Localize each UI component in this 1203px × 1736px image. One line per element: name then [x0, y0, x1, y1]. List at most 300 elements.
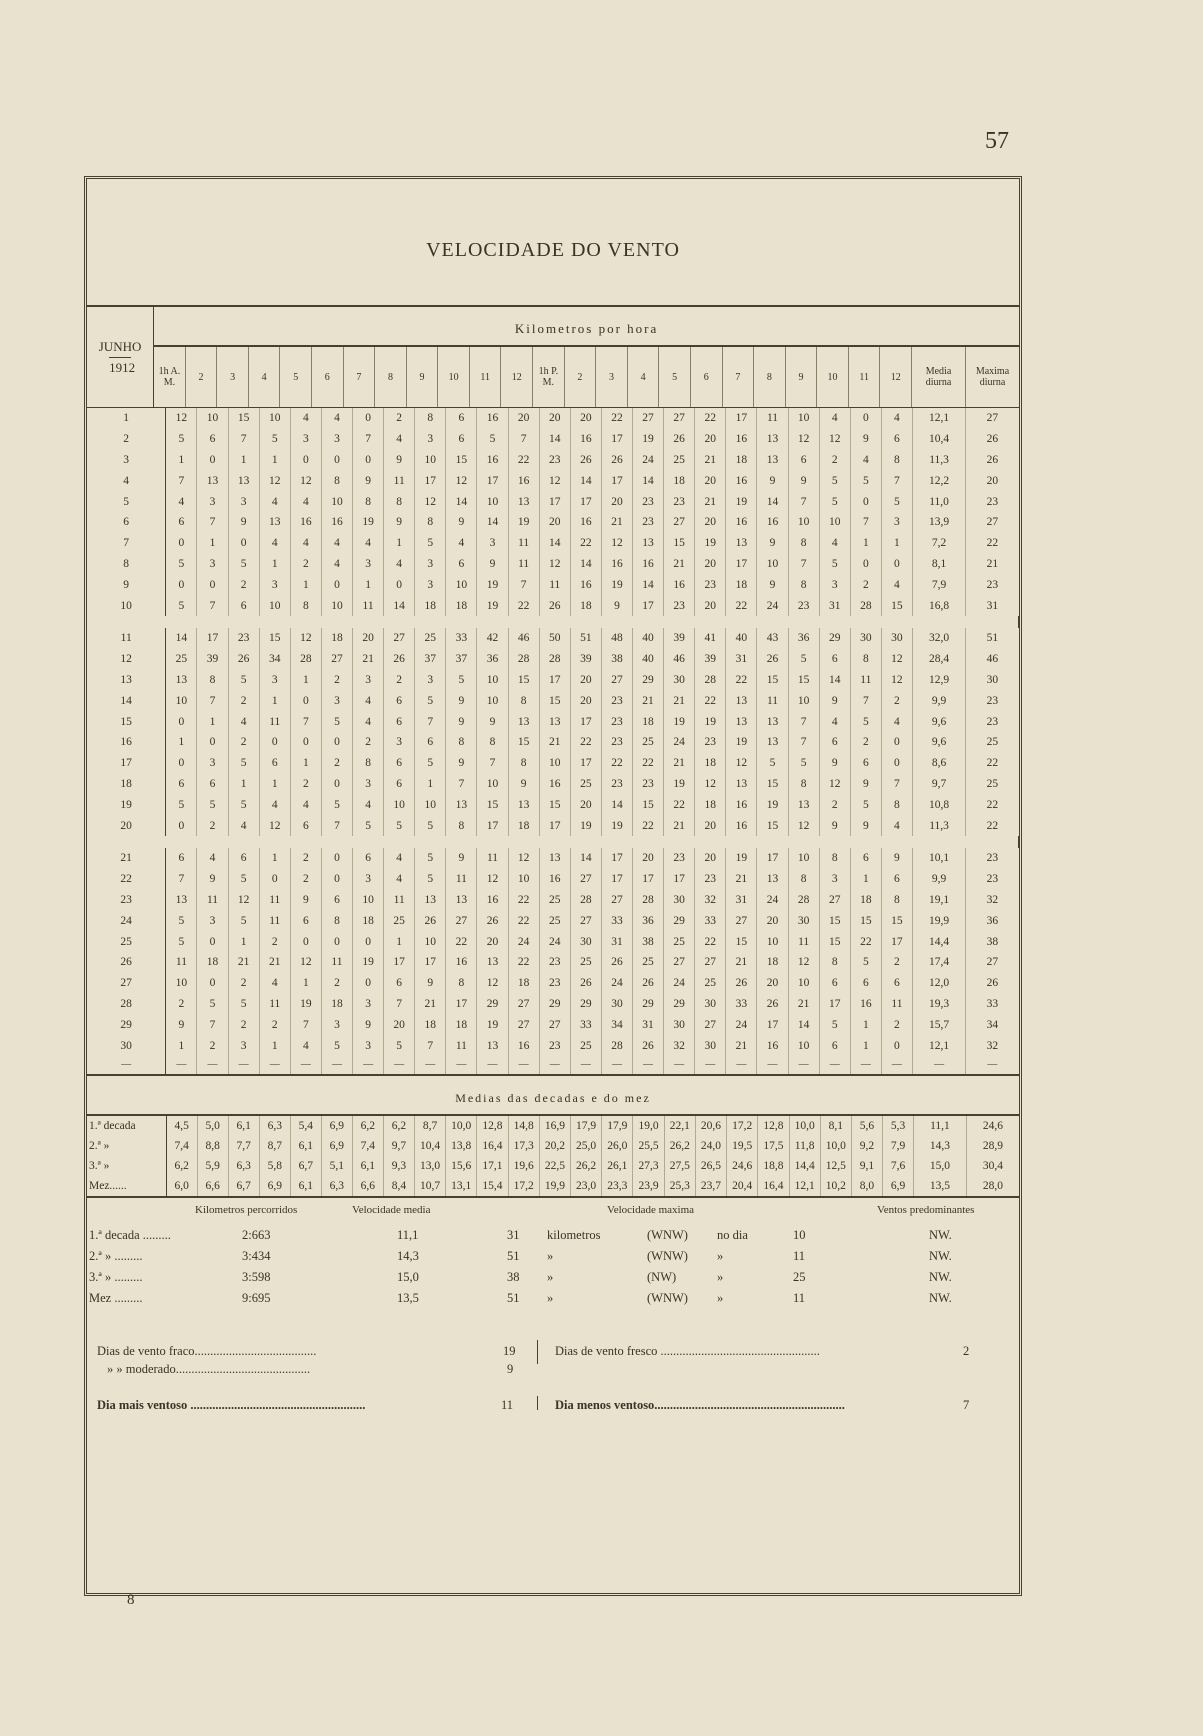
value-cell: 8 [881, 890, 912, 911]
value-cell: 23 [601, 690, 632, 711]
value-cell: 27 [570, 869, 601, 890]
value-cell: 3 [415, 429, 446, 450]
value-cell: 36 [633, 910, 664, 931]
dash-row [87, 1056, 1019, 1074]
value-cell: 7,9 [912, 574, 965, 595]
day-cell: 26 [87, 952, 166, 973]
value-cell: 3 [228, 1035, 259, 1056]
value-cell: 0 [384, 574, 415, 595]
value-cell: 9 [850, 429, 881, 450]
value-cell: 3 [819, 869, 850, 890]
mean-cell: 10,2 [820, 1176, 851, 1196]
value-cell: 8 [788, 774, 819, 795]
value-cell: 4 [166, 491, 197, 512]
value-cell: 19 [508, 512, 539, 533]
value-cell: 8 [477, 732, 508, 753]
value-cell: 43 [757, 628, 788, 649]
value-cell: 22 [986, 798, 999, 811]
mean-cell: 17,3 [508, 1136, 539, 1156]
value-cell: 30 [695, 994, 726, 1015]
summary-km: 3:598 [242, 1269, 271, 1284]
value-cell: 11 [353, 595, 384, 616]
value-cell: 3 [819, 574, 850, 595]
value-cell: 1 [228, 450, 259, 471]
value-cell: 10 [477, 774, 508, 795]
value-cell: 3 [353, 869, 384, 890]
value-cell: 19 [290, 994, 321, 1015]
value-cell: 20 [601, 491, 632, 512]
value-cell: 8 [788, 574, 819, 595]
value-cell: 16 [726, 815, 757, 836]
value-cell: 32 [695, 890, 726, 911]
dash-cell: — [259, 1056, 290, 1074]
value-cell: 11 [757, 408, 788, 429]
table-frame [84, 176, 1022, 1596]
mean-cell: 22,5 [539, 1156, 570, 1176]
value-cell: 22 [695, 408, 726, 429]
value-cell: 17 [726, 408, 757, 429]
table-row [87, 491, 1019, 512]
value-cell: 2 [290, 869, 321, 890]
value-cell: 36 [788, 628, 819, 649]
value-cell: 30 [570, 931, 601, 952]
value-cell: 5 [321, 711, 352, 732]
dia-mais-ventoso-value: 11 [501, 1397, 514, 1412]
value-cell: 23 [539, 450, 570, 471]
value-cell: 19 [695, 533, 726, 554]
value-cell: 12,0 [912, 973, 965, 994]
value-cell: 1 [850, 1014, 881, 1035]
value-cell: 8 [508, 753, 539, 774]
value-cell: 21 [695, 450, 726, 471]
value-cell: 6 [353, 848, 384, 869]
dash-cell: — [415, 1056, 446, 1074]
spacer-row [87, 836, 1019, 848]
value-cell: 1 [384, 533, 415, 554]
value-cell: 8 [353, 753, 384, 774]
value-cell: 27 [508, 1014, 539, 1035]
day-cell: 12 [87, 649, 166, 670]
mean-cell: 6,6 [197, 1176, 228, 1196]
value-cell: 21 [726, 1035, 757, 1056]
value-cell: 23 [664, 595, 695, 616]
value-cell: 5 [415, 690, 446, 711]
table-row [87, 690, 1019, 711]
value-cell: 2 [850, 732, 881, 753]
table-row [87, 450, 1019, 471]
value-cell: 22 [508, 450, 539, 471]
vel-media-header: Velocidade media [352, 1203, 431, 1216]
value-cell: 10 [508, 869, 539, 890]
value-cell: 8 [353, 491, 384, 512]
table-row [87, 848, 1019, 869]
value-cell: 26 [228, 649, 259, 670]
value-cell: 33 [986, 997, 999, 1010]
value-cell: 2 [290, 554, 321, 575]
value-cell: 0 [290, 450, 321, 471]
hour-header: 10 [817, 347, 849, 407]
mean-cell: 26,1 [602, 1156, 633, 1176]
value-cell: 23 [539, 1035, 570, 1056]
dia-mais-ventoso-label: Dia mais ventoso ........................................................ [97, 1397, 366, 1412]
mean-cell: 10,4 [414, 1136, 445, 1156]
hour-header: Media diurna [912, 347, 966, 407]
value-cell: 17 [477, 470, 508, 491]
day-cell: 25 [87, 931, 166, 952]
value-cell: 36 [986, 914, 999, 927]
value-cell: 12 [477, 973, 508, 994]
value-cell: 24 [664, 732, 695, 753]
value-cell: 1 [166, 1035, 197, 1056]
value-cell: 17 [633, 869, 664, 890]
value-cell: 17 [570, 491, 601, 512]
table-row [87, 429, 1019, 450]
page-number: 57 [985, 128, 1009, 154]
value-cell: 4 [819, 408, 850, 429]
dash-cell: — [819, 1056, 850, 1074]
value-cell: 22 [695, 931, 726, 952]
table-row [87, 753, 1019, 774]
value-cell: 4 [321, 554, 352, 575]
value-cell: 13 [757, 869, 788, 890]
value-cell: 0 [353, 408, 384, 429]
table-row [87, 994, 1019, 1015]
value-cell: 6 [166, 512, 197, 533]
hour-header: 5 [659, 347, 691, 407]
value-cell: 20 [633, 848, 664, 869]
mean-cell: 12,1 [789, 1176, 820, 1196]
mean-cell: 15,4 [477, 1176, 508, 1196]
value-cell: 21 [353, 649, 384, 670]
value-cell: 19 [726, 491, 757, 512]
value-cell: 6 [850, 848, 881, 869]
value-cell: 5 [228, 910, 259, 931]
value-cell: 20 [757, 910, 788, 931]
value-cell: 6 [446, 429, 477, 450]
value-cell: 11 [446, 869, 477, 890]
value-cell: 21 [986, 557, 999, 570]
value-cell: 31 [633, 1014, 664, 1035]
value-cell: 10 [321, 491, 352, 512]
value-cell: 23 [986, 694, 999, 707]
value-cell: 9 [508, 774, 539, 795]
value-cell: 7 [228, 429, 259, 450]
value-cell: 16 [570, 574, 601, 595]
value-cell: 4 [259, 491, 290, 512]
value-cell: 39 [695, 649, 726, 670]
value-cell: 42 [477, 628, 508, 649]
value-cell: 19,3 [912, 994, 965, 1015]
value-cell: 12 [881, 670, 912, 691]
value-cell: 20 [695, 429, 726, 450]
value-cell: 14 [166, 628, 197, 649]
value-cell: 30 [695, 1035, 726, 1056]
value-cell: 9,9 [912, 869, 965, 890]
value-cell: 14,4 [912, 931, 965, 952]
value-cell: 0 [850, 408, 881, 429]
value-cell: 21 [415, 994, 446, 1015]
value-cell: 22 [508, 595, 539, 616]
table-row [87, 1035, 1019, 1056]
value-cell: 4 [881, 408, 912, 429]
value-cell: 9 [166, 1014, 197, 1035]
value-cell: 3 [353, 774, 384, 795]
mean-cell: 24,6 [727, 1156, 758, 1176]
value-cell: 23 [788, 595, 819, 616]
value-cell: 18 [321, 994, 352, 1015]
value-cell: 15 [757, 670, 788, 691]
mean-cell: 6,9 [259, 1176, 290, 1196]
value-cell: 6 [384, 973, 415, 994]
table-row [87, 512, 1019, 533]
value-cell: 1 [290, 670, 321, 691]
value-cell: 27 [726, 910, 757, 931]
value-cell: 31 [726, 890, 757, 911]
value-cell: 27 [601, 890, 632, 911]
value-cell: 0 [881, 554, 912, 575]
value-cell: 9 [788, 470, 819, 491]
value-cell: 11 [384, 470, 415, 491]
summary-dia-label: » [717, 1248, 724, 1263]
value-cell: 16 [321, 512, 352, 533]
value-cell: 2 [850, 574, 881, 595]
value-cell: 6 [228, 848, 259, 869]
dash-cell: — [695, 1056, 726, 1074]
value-cell: 11,3 [912, 815, 965, 836]
value-cell: 7 [290, 711, 321, 732]
summary-dia: 10 [793, 1227, 806, 1242]
day-cell: 19 [87, 794, 166, 815]
value-cell: 7 [881, 470, 912, 491]
mean-cell: 16,4 [477, 1136, 508, 1156]
hour-header: 7 [723, 347, 755, 407]
value-cell: 38 [986, 935, 999, 948]
value-cell: 2 [228, 1014, 259, 1035]
value-cell: 9 [601, 595, 632, 616]
value-cell: 3 [321, 690, 352, 711]
value-cell: 10,8 [912, 794, 965, 815]
mean-cell: 30,4 [982, 1159, 1004, 1172]
value-cell: 7 [197, 690, 228, 711]
value-cell: 5 [384, 1035, 415, 1056]
mean-label: Mez...... [87, 1176, 166, 1196]
value-cell: 6 [881, 869, 912, 890]
value-cell: 16 [726, 429, 757, 450]
value-cell: 2 [259, 1014, 290, 1035]
day-cell: 14 [87, 690, 166, 711]
value-cell: 12 [539, 554, 570, 575]
value-cell: 5 [166, 429, 197, 450]
mean-cell: 7,4 [166, 1136, 197, 1156]
value-cell: 21 [228, 952, 259, 973]
value-cell: 34 [986, 1018, 999, 1031]
value-cell: 17 [757, 848, 788, 869]
value-cell: 15 [726, 931, 757, 952]
value-cell: 2 [881, 1014, 912, 1035]
value-cell: 9 [819, 753, 850, 774]
value-cell: 9 [384, 512, 415, 533]
value-cell: 19 [477, 1014, 508, 1035]
day-cell: 8 [87, 554, 166, 575]
title-box [87, 179, 1019, 307]
value-cell: 12,9 [912, 670, 965, 691]
value-cell: 1 [166, 450, 197, 471]
value-cell: 25 [695, 973, 726, 994]
summary-max: 38 [507, 1269, 520, 1284]
value-cell: 50 [539, 628, 570, 649]
value-cell: 10 [353, 890, 384, 911]
value-cell: 26 [539, 595, 570, 616]
hour-header: 2 [186, 347, 218, 407]
value-cell: 21 [539, 732, 570, 753]
value-cell: 8 [881, 794, 912, 815]
value-cell: 9 [850, 815, 881, 836]
divider [537, 1340, 538, 1364]
value-cell: 10,1 [912, 848, 965, 869]
value-cell: 8,6 [912, 753, 965, 774]
value-cell: 30 [601, 994, 632, 1015]
value-cell: 4 [353, 794, 384, 815]
dash-cell: — [384, 1056, 415, 1074]
value-cell: 5 [321, 794, 352, 815]
value-cell: 17 [601, 869, 632, 890]
value-cell: 13 [446, 794, 477, 815]
value-cell: 15 [228, 408, 259, 429]
hour-header: 7 [344, 347, 376, 407]
value-cell: 10 [788, 512, 819, 533]
value-cell: 19 [695, 711, 726, 732]
value-cell: 25 [986, 777, 999, 790]
value-cell: 19 [601, 574, 632, 595]
mean-cell: 6,3 [228, 1156, 259, 1176]
value-cell: 21 [633, 690, 664, 711]
hour-header: 1h A. M. [154, 347, 186, 407]
value-cell: 0 [321, 869, 352, 890]
value-cell: 16 [539, 774, 570, 795]
dash-cell: — [726, 1056, 757, 1074]
day-cell: 28 [87, 994, 166, 1015]
value-cell: 11 [259, 994, 290, 1015]
mean-cell: 6,2 [383, 1116, 414, 1136]
value-cell: 6 [415, 732, 446, 753]
value-cell: 7,2 [912, 533, 965, 554]
value-cell: 11 [850, 670, 881, 691]
value-cell: 5 [819, 470, 850, 491]
value-cell: 22 [508, 952, 539, 973]
value-cell: 46 [508, 628, 539, 649]
mean-cell: 9,2 [851, 1136, 882, 1156]
value-cell: 10,4 [912, 429, 965, 450]
value-cell: 29 [664, 994, 695, 1015]
value-cell: 6 [819, 649, 850, 670]
value-cell: 4 [197, 848, 228, 869]
value-cell: 16 [726, 470, 757, 491]
value-cell: 24 [601, 973, 632, 994]
dash-cell: — [477, 1056, 508, 1074]
mean-cell: 13,8 [446, 1136, 477, 1156]
value-cell: 48 [601, 628, 632, 649]
value-cell: 9 [819, 690, 850, 711]
value-cell: 0 [321, 450, 352, 471]
value-cell: 2 [321, 973, 352, 994]
hour-header: 8 [754, 347, 786, 407]
day-cell: 2 [87, 429, 166, 450]
value-cell: 14 [819, 670, 850, 691]
value-cell: 26 [726, 973, 757, 994]
summary-dia: 11 [793, 1248, 806, 1263]
value-cell: 22 [508, 890, 539, 911]
value-cell: 3 [384, 732, 415, 753]
value-cell: 5 [446, 670, 477, 691]
value-cell: 0 [321, 574, 352, 595]
mean-cell: 7,6 [882, 1156, 913, 1176]
value-cell: 46 [986, 653, 999, 666]
value-cell: 23 [539, 973, 570, 994]
mean-cell: 26,5 [695, 1156, 726, 1176]
value-cell: 8 [415, 408, 446, 429]
value-cell: 1 [290, 973, 321, 994]
value-cell: 23 [664, 491, 695, 512]
mean-cell: 13,5 [914, 1176, 967, 1196]
day-cell: 3 [87, 450, 166, 471]
value-cell: 12 [695, 774, 726, 795]
value-cell: 12 [881, 649, 912, 670]
value-cell: 27 [819, 890, 850, 911]
table-row [87, 649, 1019, 670]
mean-cell: 25,0 [570, 1136, 601, 1156]
mean-cell: 6,1 [290, 1176, 321, 1196]
units-heading: Kilometros por hora [154, 307, 1019, 347]
value-cell: 27 [695, 1014, 726, 1035]
value-cell: 9 [477, 711, 508, 732]
value-cell: 39 [197, 649, 228, 670]
value-cell: 4 [881, 815, 912, 836]
value-cell: 33 [726, 994, 757, 1015]
summary-km: 2:663 [242, 1227, 271, 1242]
value-cell: 32 [986, 893, 999, 906]
value-cell: 23 [695, 732, 726, 753]
value-cell: 25 [570, 952, 601, 973]
value-cell: 8 [819, 848, 850, 869]
mean-cell: 6,0 [166, 1176, 197, 1196]
value-cell: 22 [633, 815, 664, 836]
value-cell: 38 [601, 649, 632, 670]
value-cell: 18 [415, 595, 446, 616]
value-cell: 0 [850, 554, 881, 575]
value-cell: 3 [353, 994, 384, 1015]
value-cell: 2 [321, 753, 352, 774]
summary-headers [87, 1204, 1019, 1228]
value-cell: 30 [664, 670, 695, 691]
mean-cell: 10,7 [414, 1176, 445, 1196]
table-row [87, 628, 1019, 649]
value-cell: 7 [850, 690, 881, 711]
value-cell: 9 [197, 869, 228, 890]
value-cell: 4 [321, 533, 352, 554]
value-cell: 16 [508, 470, 539, 491]
value-cell: 4 [290, 533, 321, 554]
value-cell: 20 [695, 595, 726, 616]
value-cell: 13 [633, 533, 664, 554]
mean-cell: 24,0 [695, 1136, 726, 1156]
month-label: JUNHO [98, 339, 142, 354]
value-cell: 38 [633, 931, 664, 952]
value-cell: 27 [633, 408, 664, 429]
value-cell: 19 [601, 815, 632, 836]
mean-cell: 15,0 [914, 1156, 967, 1176]
day-cell: 6 [87, 512, 166, 533]
mean-cell: 7,9 [882, 1136, 913, 1156]
